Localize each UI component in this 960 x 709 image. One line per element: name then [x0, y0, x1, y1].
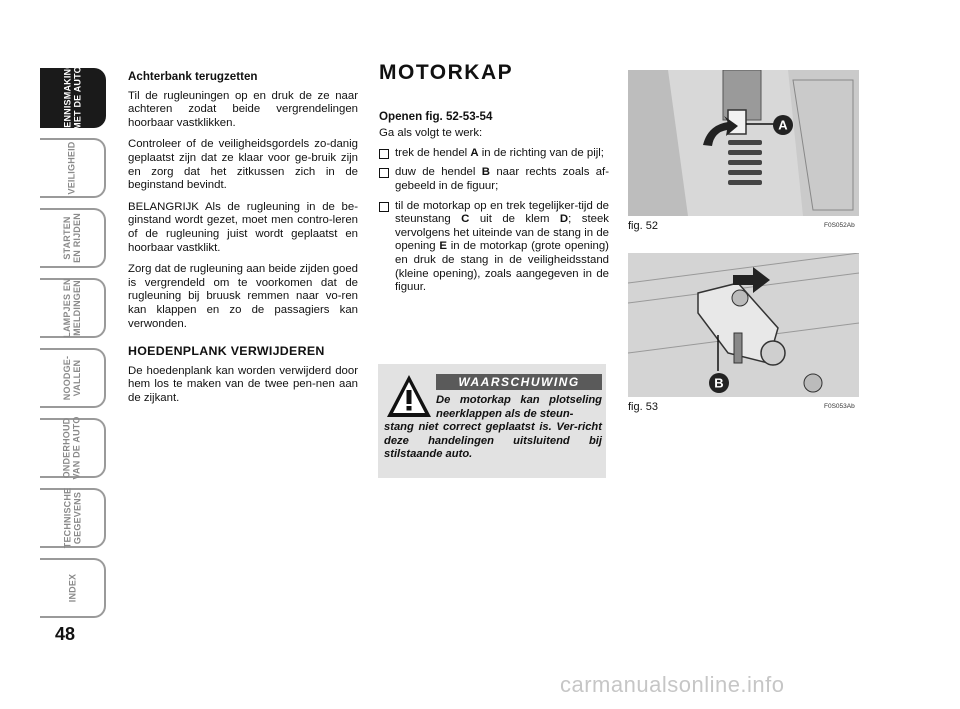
list-item: [379, 200, 609, 295]
warning-text-lead: De motorkap kan plotseling neerklappen als de steun-: [436, 394, 602, 420]
chapter-sidebar: [40, 61, 106, 628]
list-item: [379, 147, 609, 161]
paragraph: Til de rugleuningen op en druk de ze naar achteren zodat beide vergrendelingen hoorbaar vastklikken.: [128, 89, 358, 129]
paragraph: Controleer of de veiligheidsgordels zo-danig geplaatst zijn dat ze klaar voor ge-bruik zijn en zorg dat het zitkussen zich in de beginstand bevindt.: [128, 138, 358, 192]
checkbox-bullet-icon: [379, 202, 389, 212]
marker-b-icon: [708, 372, 730, 394]
text-column-left: [128, 70, 358, 413]
tab-technische[interactable]: [40, 488, 106, 548]
tab-noodgevallen[interactable]: [40, 348, 106, 408]
figure-53-image: [628, 253, 859, 397]
warning-text: [384, 394, 602, 462]
warning-box: [378, 364, 606, 478]
marker-a-icon: [772, 114, 794, 136]
list-item: [379, 166, 609, 193]
paragraph: BELANGRIJK Als de rugleuning in de be-ginstand wordt gezet, moet men contro-leren of de rugleuning juist wordt geplaatst en hoorbaar vastklikt.: [128, 200, 358, 254]
page-number: 48: [55, 624, 76, 644]
tab-onderhoud[interactable]: [40, 418, 106, 478]
section-heading: HOEDENPLANK VERWIJDEREN: [128, 344, 325, 359]
paragraph: Zorg dat de rugleuning aan beide zijden goed is vergrendeld om te voorkomen dat de rugleuning bij bruusk remmen naar vo-ren kan klappen en zo de passagiers kan verwonden.: [128, 263, 358, 330]
warning-banner: WAARSCHUWING: [436, 374, 602, 390]
checkbox-bullet-icon: [379, 168, 389, 178]
svg-text:B: B: [714, 375, 724, 391]
step-text: trek de hendel A in de richting van de pijl;: [395, 146, 604, 159]
section-heading: Achterbank terugzetten: [128, 70, 258, 83]
figure-code: F0S052Ab: [824, 222, 855, 229]
tab-lampjes[interactable]: [40, 278, 106, 338]
tab-index[interactable]: [40, 558, 106, 618]
watermark: carmanualsonline.info: [560, 672, 785, 697]
step-text: til de motorkap op en trek tegelijker-tijd de steunstang C uit de klem D; steek vervolgens het uiteinde van de stang in de opening E in de motorkap (grote opening) en druk de stang in de veiligheidsstand (kleine opening), zoals aangegeven in de figuur.: [395, 199, 609, 294]
tab-label: LAMPJES EN MELDINGEN: [61, 278, 82, 338]
checkbox-bullet-icon: [379, 149, 389, 159]
tab-kennismaking[interactable]: [40, 61, 106, 135]
warning-text-rest: stang niet correct geplaatst is. Ver-richt deze handelingen uitsluitend bij stilstaande auto.: [384, 421, 602, 460]
tab-label: NOODGE- VALLEN: [62, 355, 82, 401]
svg-text:A: A: [778, 117, 788, 133]
tab-label: STARTEN EN RIJDEN: [62, 213, 82, 263]
figure-code: F0S053Ab: [824, 403, 855, 410]
paragraph: Ga als volgt te werk:: [379, 127, 483, 140]
tab-label: TECHNISCHE GEGEVENS: [61, 487, 82, 549]
page-title: MOTORKAP: [379, 61, 514, 84]
tab-veiligheid[interactable]: [40, 138, 106, 198]
tab-label: INDEX: [66, 573, 77, 603]
section-heading: Openen fig. 52-53-54: [379, 109, 493, 123]
text-column-middle: [379, 61, 610, 301]
step-list: [379, 147, 609, 295]
figure-caption: fig. 53: [628, 401, 658, 413]
figure-52-image: [628, 70, 859, 216]
figure-caption: fig. 52: [628, 220, 658, 232]
paragraph: De hoedenplank kan worden verwijderd door hem los te maken van de twee pen-nen aan de zijkant.: [128, 364, 358, 404]
tab-label: VEILIGHEID: [66, 141, 77, 195]
tab-label: KENNISMAKING MET DE AUTO: [62, 61, 82, 135]
tab-label: ONDERHOUD VAN DE AUTO: [61, 416, 82, 480]
tab-starten[interactable]: [40, 208, 106, 268]
step-text: duw de hendel B naar rechts zoals af-gebeeld in de figuur;: [395, 166, 610, 192]
